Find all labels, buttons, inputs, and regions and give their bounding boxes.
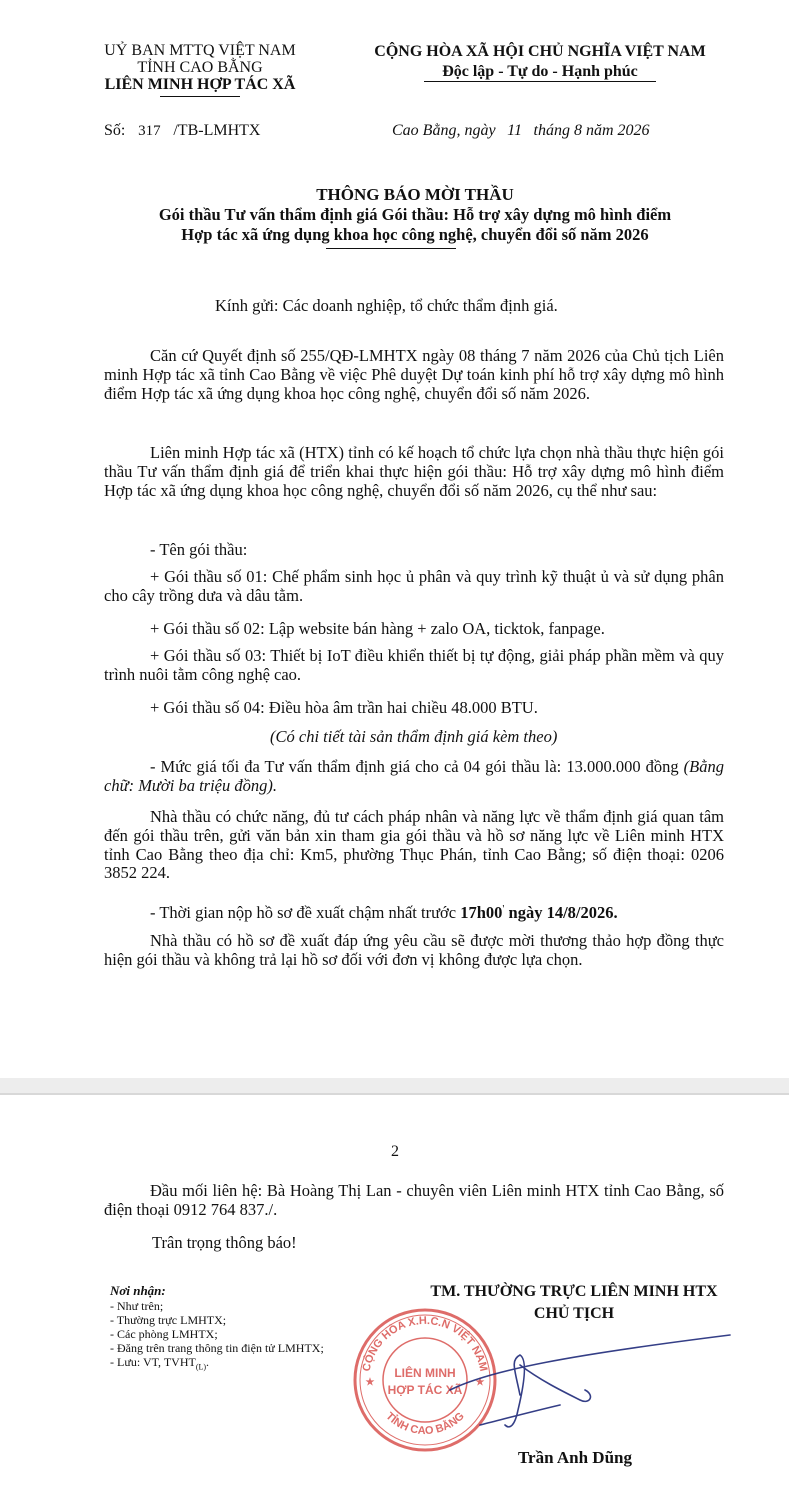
svg-text:★: ★ xyxy=(475,1377,485,1388)
recipient-item: - Thường trực LMHTX; xyxy=(110,1313,227,1327)
org-header xyxy=(80,42,320,93)
paragraph-contractor xyxy=(104,808,724,883)
svg-text:HỢP TÁC XÃ: HỢP TÁC XÃ xyxy=(387,1383,463,1397)
org-underline xyxy=(160,96,240,97)
recipient-item: - Như trên; xyxy=(110,1299,164,1313)
deadline-line xyxy=(150,903,618,923)
package-4: + Gói thầu số 04: Điều hòa âm trần hai chiều 48.000 BTU. xyxy=(150,698,538,717)
paragraph-legal-basis-text: Căn cứ Quyết định số 255/QĐ-LMHTX ngày 08 tháng 7 năm 2026 của Chủ tịch Liên minh Hợp tác xã tỉnh Cao Bằng về việc Phê duyệt Dự toán kinh phí hỗ trợ xây dựng mô hình điểm Hợp tác xã ứng dụng khoa học công nghệ, chuyển đổi số năm 2026. xyxy=(104,346,724,403)
package-3-text: + Gói thầu số 03: Thiết bị IoT điều khiển thiết bị tự động, giải pháp phần mềm và quy trình nuôi tằm công nghệ cao. xyxy=(104,646,724,684)
package-heading: - Tên gói thầu: xyxy=(150,540,248,559)
signer-role: TM. THƯỜNG TRỰC LIÊN MINH HTX xyxy=(430,1283,718,1300)
svg-text:★: ★ xyxy=(365,1377,375,1388)
page-separator-shadow xyxy=(0,1093,789,1095)
nation-header xyxy=(340,42,740,82)
title-main: THÔNG BÁO MỜI THẦU xyxy=(316,185,514,204)
deadline-prefix: - Thời gian nộp hồ sơ đề xuất chậm nhất trước xyxy=(150,903,457,922)
org-line-1: UỶ BAN MTTQ VIỆT NAM xyxy=(104,42,296,59)
deadline-tick: ' xyxy=(502,903,505,915)
salutation: Kính gửi: Các doanh nghiệp, tổ chức thẩm định giá. xyxy=(215,296,558,315)
paragraph-plan xyxy=(104,444,724,500)
svg-text:LIÊN MINH: LIÊN MINH xyxy=(394,1366,456,1380)
number-label: Số: xyxy=(104,122,126,139)
document-number xyxy=(104,122,260,140)
org-line-3: LIÊN MINH HỢP TÁC XÃ xyxy=(104,76,296,93)
org-line-2: TỈNH CAO BẰNG xyxy=(137,59,263,76)
paragraph-plan-text: Liên minh Hợp tác xã (HTX) tỉnh có kế hoạch tổ chức lựa chọn nhà thầu thực hiện gói thầu Tư vấn thẩm định giá để triển khai thực hiện gói thầu: Hỗ trợ xây dựng mô hình điểm Hợp tác xã ứng dụng khoa học công nghệ, chuyển đổi số năm 2026, cụ thể như sau: xyxy=(104,443,724,500)
page-number: 2 xyxy=(391,1143,399,1160)
attachment-note: (Có chi tiết tài sản thẩm định giá kèm theo) xyxy=(270,727,558,746)
paragraph-final-text: Nhà thầu có hồ sơ đề xuất đáp ứng yêu cầu sẽ được mời thương thảo hợp đồng thực hiện gói thầu và không trả lại hồ sơ đối với đơn vị không được lựa chọn. xyxy=(104,931,724,969)
archive-sub: (L) xyxy=(195,1362,207,1372)
signature-mark xyxy=(420,1330,750,1440)
document-date xyxy=(392,122,650,140)
package-2: + Gói thầu số 02: Lập website bán hàng + zalo OA, ticktok, fanpage. xyxy=(150,619,605,638)
archive-prefix: - Lưu: VT, TVHT xyxy=(110,1355,196,1369)
number-code: /TB-LMHTX xyxy=(173,122,261,139)
signer-title: CHỦ TỊCH xyxy=(533,1305,615,1322)
deadline-date: ngày 14/8/2026. xyxy=(508,903,618,922)
signer-name: Trần Anh Dũng xyxy=(517,1448,632,1467)
price-text: - Mức giá tối đa Tư vấn thẩm định giá cho cả 04 gói thầu là: 13.000.000 đồng xyxy=(150,757,679,776)
closing-line: Trân trọng thông báo! xyxy=(152,1233,297,1252)
motto-underline xyxy=(424,81,656,82)
recipient-item: - Các phòng LMHTX; xyxy=(110,1327,218,1341)
svg-text:CỘNG HÒA X.H.C.N VIỆT NAM: CỘNG HÒA X.H.C.N VIỆT NAM xyxy=(360,1314,490,1373)
title-sub-1: Gói thầu Tư vấn thẩm định giá Gói thầu: Hỗ trợ xây dựng mô hình điểm xyxy=(158,205,672,224)
archive-suffix: . xyxy=(206,1355,210,1369)
deadline-time: 17h00 xyxy=(460,903,503,922)
page-separator xyxy=(0,1078,789,1093)
paragraph-final xyxy=(104,932,724,970)
package-1-text: + Gói thầu số 01: Chế phẩm sinh học ủ phân và quy trình kỹ thuật ủ và sử dụng phân cho cây trồng dưa và dâu tằm. xyxy=(104,567,724,605)
paragraph-legal-basis xyxy=(104,347,724,403)
date-day: 11 xyxy=(507,122,522,139)
nation-title: CỘNG HÒA XÃ HỘI CHỦ NGHĨA VIỆT NAM xyxy=(374,43,706,60)
paragraph-contractor-text: Nhà thầu có chức năng, đủ tư cách pháp nhân và năng lực về thẩm định giá quan tâm đến gói thầu trên, gửi văn bản xin tham gia gói thầu và hồ sơ năng lực về Liên minh HTX tỉnh Cao Bằng theo địa chỉ: Km5, phường Thục Phán, tỉnh Cao Bằng; số điện thoại: 0206 3852 224. xyxy=(104,807,724,883)
price-paragraph xyxy=(104,758,724,796)
package-3 xyxy=(104,647,724,685)
number-value: 317 xyxy=(138,123,161,139)
contact-text: Đầu mối liên hệ: Bà Hoàng Thị Lan - chuyên viên Liên minh HTX tỉnh Cao Bằng, số điện thoại 0912 764 837./. xyxy=(104,1181,724,1219)
contact-paragraph xyxy=(104,1182,724,1220)
title-sub-2: Hợp tác xã ứng dụng khoa học công nghệ, chuyển đổi số năm 2026 xyxy=(181,225,649,244)
package-1 xyxy=(104,568,724,606)
price-words: (Bằng chữ: Mười ba triệu đồng). xyxy=(104,757,724,795)
recipients-title: Nơi nhận: xyxy=(110,1283,166,1298)
date-prefix: Cao Bằng, ngày xyxy=(392,122,496,139)
date-suffix: tháng 8 năm 2026 xyxy=(533,122,650,139)
notice-title xyxy=(60,185,770,245)
recipient-item: - Đăng trên trang thông tin điện tử LMHTX; xyxy=(110,1341,324,1355)
motto: Độc lập - Tự do - Hạnh phúc xyxy=(442,63,638,80)
title-underline xyxy=(326,248,456,249)
svg-text:TỈNH CAO BẰNG: TỈNH CAO BẰNG xyxy=(383,1410,467,1438)
